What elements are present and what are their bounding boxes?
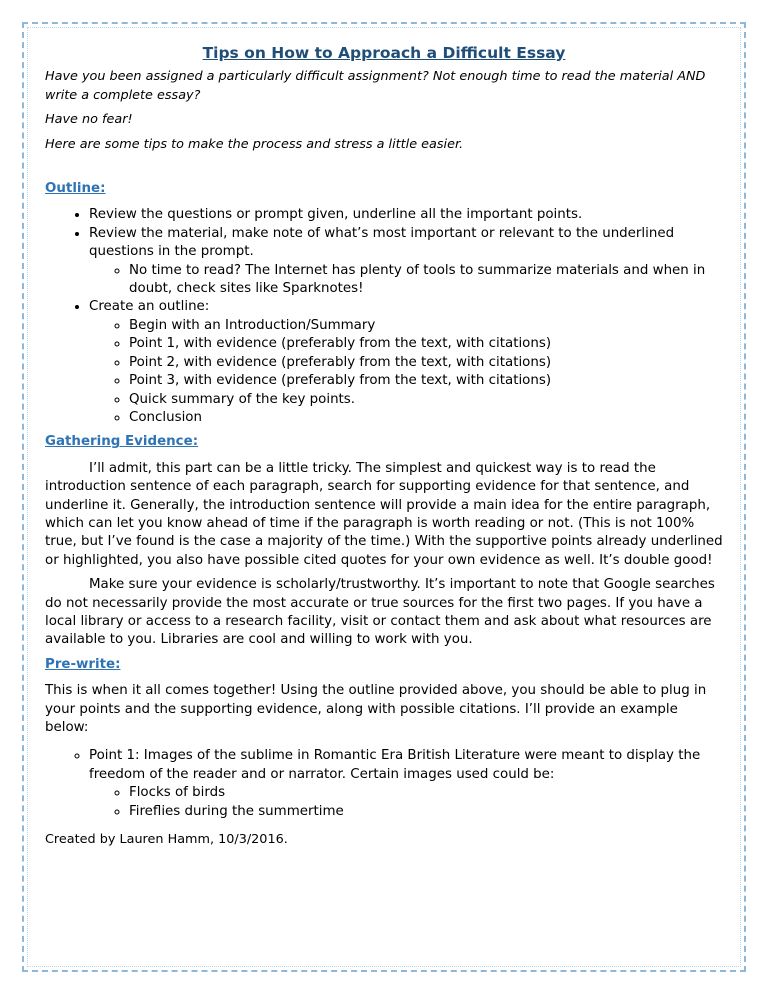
outline-subitem: ◦ Point 1, with evidence (preferably from the text, with citations) (129, 335, 723, 353)
evidence-paragraph: I’ll admit, this part can be a little tricky. The simplest and quickest way is to read the introduction sentence of each paragraph, search for supporting evidence for that sentence, and underline it. Generally, the introduction sentence will provide a main idea for the entire paragraph, which can let you know ahead of time if the paragraph is worth reading or not. (This is not 100% true, but I’ve found is the case a majority of the time.) With the supportive points already underlined or highlighted, you also have possible cited quotes for your own evidence as well. It’s double good! (45, 460, 723, 568)
author-credit: Created by Lauren Hamm, 10/3/2016. (45, 832, 288, 848)
prewrite-subitem: ◦ Fireflies during the summertime (129, 803, 723, 821)
outline-subitem: ◦ No time to read? The Internet has plenty of tools to summarize materials and when in doubt, check sites like Sparknotes! (129, 262, 723, 299)
outline-item-text: Review the questions or prompt given, underline all the important points. (89, 207, 583, 223)
outline-heading: Outline: (45, 181, 106, 197)
outline-subitem: ◦ Quick summary of the key points. (129, 391, 723, 409)
prewrite-paragraph: This is when it all comes together! Using the outline provided above, you should be able to plug in your points and the supporting evidence, along with possible citations. I’ll provide an example below: (45, 683, 707, 735)
outline-sublist (89, 317, 723, 427)
evidence-heading: Gathering Evidence: (45, 434, 199, 450)
outline-subitem: ◦ Point 2, with evidence (preferably from the text, with citations) (129, 354, 723, 372)
document-title: Tips on How to Approach a Difficult Essay (202, 44, 566, 62)
outline-sublist (89, 262, 723, 299)
outline-subitem: ◦ Conclusion (129, 409, 723, 427)
outline-item (89, 225, 723, 299)
outline-list (45, 206, 723, 427)
outline-subitem: ◦ Begin with an Introduction/Summary (129, 317, 723, 335)
prewrite-subitem: ◦ Flocks of birds (129, 784, 723, 802)
outline-item-text: Review the material, make note of what’s most important or relevant to the underlined questions in the prompt. (89, 225, 675, 260)
intro-tips: Here are some tips to make the process and stress a little easier. (45, 136, 464, 152)
outline-item (89, 298, 723, 427)
prewrite-point-text: Point 1: Images of the sublime in Romantic Era British Literature were meant to display the freedom of the reader and or narrator. Certain images used could be: (89, 748, 701, 782)
evidence-paragraph: Make sure your evidence is scholarly/trustworthy. It’s important to note that Google searches do not necessarily provide the most accurate or true sources for the first two pages. If you have a local library or access to a research facility, visit or contact them and ask about what resources are available to you. Libraries are cool and willing to work with you. (45, 577, 715, 648)
prewrite-point (89, 747, 723, 821)
outline-item (89, 206, 723, 224)
intro-reassurance: Have no fear! (45, 112, 133, 128)
prewrite-example-list (45, 747, 723, 821)
intro-question: Have you been assigned a particularly difficult assignment? Not enough time to read the material AND write a complete essay? (45, 69, 706, 103)
prewrite-sublist (89, 784, 723, 821)
prewrite-heading: Pre-write: (45, 656, 121, 672)
outline-subitem: ◦ Point 3, with evidence (preferably from the text, with citations) (129, 372, 723, 390)
outline-item-text: Create an outline: (89, 299, 210, 315)
document-body (45, 44, 723, 849)
